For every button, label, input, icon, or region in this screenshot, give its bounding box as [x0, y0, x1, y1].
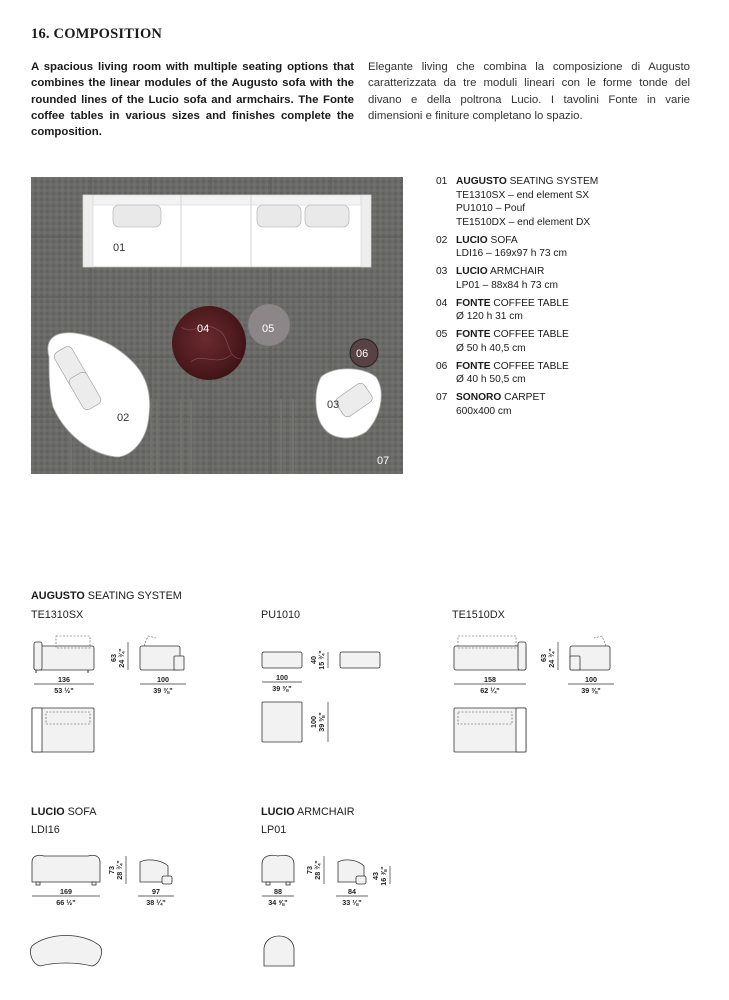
te1310sx-width-in: 53 ½" [54, 686, 74, 695]
legend-item [436, 328, 598, 355]
lucio-armchair-heading-name: LUCIO [261, 806, 295, 818]
legend-name: AUGUSTO [456, 176, 507, 187]
lucio-sofa-heading-name: LUCIO [31, 806, 65, 818]
legend-number: 07 [436, 392, 448, 404]
floor-plan [31, 177, 403, 474]
pu1010-drawing [258, 628, 388, 748]
legend-type: ARMCHAIR [489, 266, 545, 278]
plan-legend [436, 175, 598, 423]
legend-name: FONTE [456, 297, 491, 309]
lp01-height-in: 28 ¾" [313, 860, 322, 880]
legend-type: COFFEE TABLE [493, 297, 569, 309]
plan-label-05: 05 [262, 323, 275, 335]
legend-item [436, 360, 598, 387]
lp01-width-cm: 88 [274, 887, 282, 896]
legend-line: TE1510DX – end element DX [456, 216, 591, 228]
ldi16-code: LDI16 [31, 824, 60, 836]
plan-label-04: 04 [197, 323, 210, 335]
te1510dx-depth-in: 39 ⅜" [581, 686, 601, 695]
legend-name: FONTE [456, 329, 491, 341]
ldi16-width-cm: 169 [60, 887, 72, 896]
lucio-armchair-heading [261, 806, 355, 818]
pu1010-width-cm: 100 [276, 673, 288, 682]
legend-name: SONORO [456, 392, 502, 404]
legend-line: LP01 – 88x84 h 73 cm [456, 279, 558, 291]
legend-item [436, 175, 598, 229]
pu1010-height-cm: 40 [309, 656, 318, 664]
pu1010-depth-in: 39 ⅜" [317, 712, 326, 732]
augusto-heading-type: SEATING SYSTEM [87, 590, 182, 602]
floor-plan-drawing [31, 177, 403, 474]
legend-name: LUCIO [456, 266, 488, 278]
lucio-sofa-heading-type: SOFA [67, 806, 97, 818]
legend-line: TE1310SX – end element SX [456, 189, 590, 201]
pu1010-code: PU1010 [261, 609, 301, 621]
augusto-heading [31, 590, 182, 602]
te1510dx-code: TE1510DX [452, 609, 505, 621]
lucio-armchair-drawing [258, 848, 418, 988]
te1510dx-depth-cm: 100 [585, 675, 597, 684]
plan-label-03: 03 [327, 399, 340, 411]
legend-item [436, 265, 598, 292]
legend-type: COFFEE TABLE [493, 329, 569, 341]
legend-type: COFFEE TABLE [493, 360, 569, 372]
lp01-code: LP01 [261, 824, 287, 836]
pu1010-height-in: 15 ¾" [317, 650, 326, 670]
legend-name: LUCIO [456, 234, 488, 246]
te1510dx-width-cm: 158 [484, 675, 496, 684]
augusto-heading-name: AUGUSTO [31, 590, 85, 602]
pu1010-width-in: 39 ⅜" [272, 684, 292, 693]
lucio-sofa-drawing [28, 848, 198, 988]
legend-type: SOFA [490, 234, 518, 246]
legend-line: LDI16 – 169x97 h 73 cm [456, 248, 568, 260]
te1310sx-depth-in: 39 ⅜" [153, 686, 173, 695]
ldi16-depth-in: 38 ¼" [146, 898, 166, 907]
intro-english: A spacious living room with multiple seating options that combines the linear modules of the Augusto sofa with the rounded lines of the Lucio sofa and armchairs. The Fonte coffee tables in various sizes and finishes complete the composition. [31, 61, 354, 139]
te1310sx-height-in: 24 ¾" [117, 648, 126, 668]
intro-italian: Elegante living che combina la composizione di Augusto caratterizzata da tre moduli lineari con le forme tonde del divano e della poltrona Lucio. I tavolini Fonte in varie dimensioni e finiture completano lo spazio. [368, 61, 690, 122]
section-title: 16. COMPOSITION [31, 26, 163, 42]
plan-label-06: 06 [356, 348, 369, 360]
ldi16-height-in: 28 ¾" [115, 860, 124, 880]
augusto-sofa [83, 195, 371, 267]
ldi16-depth-cm: 97 [152, 887, 160, 896]
te1310sx-code: TE1310SX [31, 609, 84, 621]
lp01-seat-cm: 43 [371, 872, 380, 880]
legend-type: CARPET [504, 392, 546, 404]
legend-number: 06 [436, 360, 448, 372]
ldi16-width-in: 66 ½" [56, 898, 76, 907]
legend-type: SEATING SYSTEM [509, 176, 599, 187]
legend-number: 01 [436, 176, 448, 187]
legend-number: 03 [436, 266, 448, 278]
pu1010-depth-cm: 100 [309, 716, 318, 728]
legend-number: 02 [436, 234, 448, 246]
legend-line: 600x400 cm [456, 405, 512, 417]
lp01-depth-cm: 84 [348, 887, 356, 896]
legend-item [436, 391, 598, 418]
legend-item [436, 297, 598, 324]
legend-number: 05 [436, 329, 448, 341]
te1510dx-drawing [450, 628, 625, 758]
lp01-height-cm: 73 [305, 866, 314, 874]
lp01-seat-in: 16 ⅞" [379, 866, 388, 886]
plan-label-02: 02 [117, 412, 130, 424]
lp01-depth-in: 33 ⅛" [342, 898, 362, 907]
legend-line: Ø 120 h 31 cm [456, 311, 523, 323]
te1510dx-width-in: 62 ¼" [480, 686, 500, 695]
lucio-sofa-heading [31, 806, 96, 818]
te1510dx-height-cm: 63 [539, 654, 548, 662]
plan-label-01: 01 [113, 242, 126, 254]
te1310sx-width-cm: 136 [58, 675, 70, 684]
legend-name: FONTE [456, 360, 491, 372]
ldi16-height-cm: 73 [107, 866, 116, 874]
legend-line: PU1010 – Pouf [456, 203, 526, 215]
te1310sx-drawing [28, 628, 198, 758]
lucio-armchair-heading-type: ARMCHAIR [297, 806, 355, 818]
te1510dx-height-in: 24 ¾" [547, 648, 556, 668]
te1310sx-depth-cm: 100 [157, 675, 169, 684]
legend-item [436, 234, 598, 261]
legend-line: Ø 40 h 50,5 cm [456, 374, 526, 386]
fonte-table-large [172, 306, 246, 380]
lp01-width-in: 34 ⅝" [268, 898, 288, 907]
legend-line: Ø 50 h 40,5 cm [456, 342, 526, 354]
plan-label-07: 07 [377, 455, 390, 467]
te1310sx-height-cm: 63 [109, 654, 118, 662]
legend-number: 04 [436, 297, 448, 309]
